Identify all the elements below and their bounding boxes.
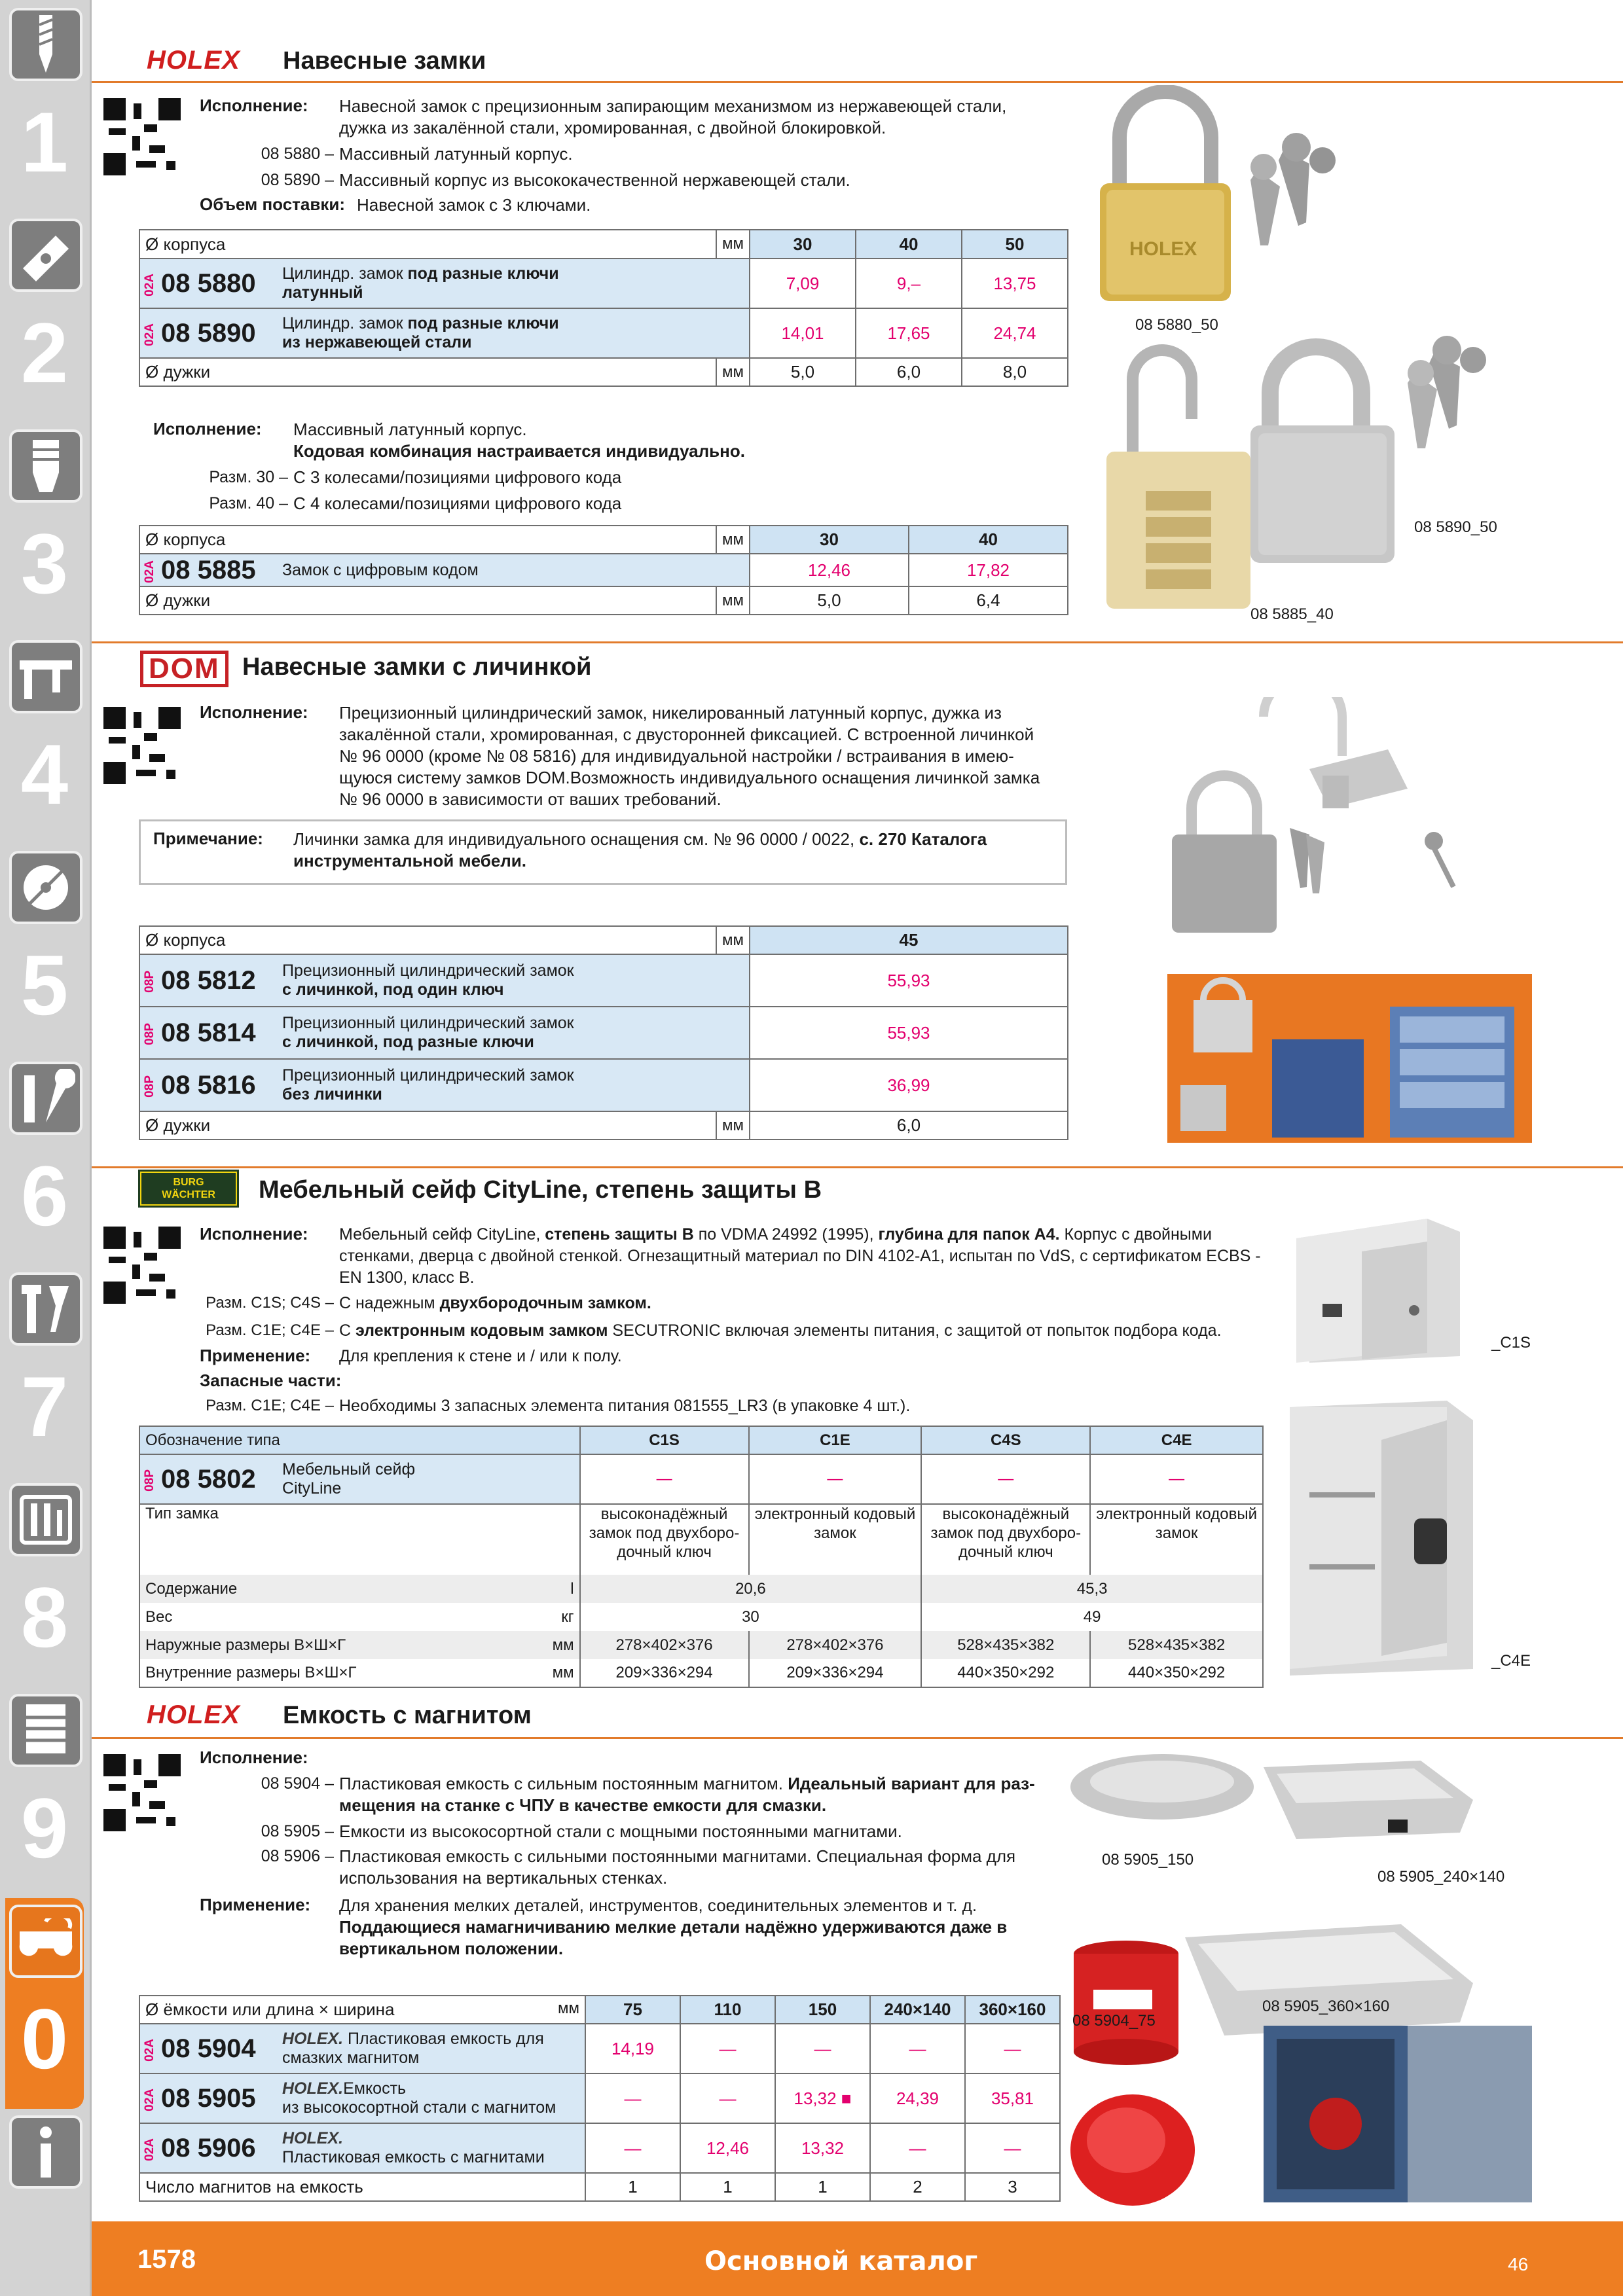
image-caption: 08 5905_240×140	[1377, 1868, 1505, 1886]
price-table-combo	[139, 525, 1068, 615]
row-desc: Прецизионный цилиндрический замок	[282, 1066, 574, 1085]
grinding-disc-icon	[9, 851, 82, 924]
weight-value: 49	[921, 1603, 1263, 1631]
tag: 08P	[143, 1075, 156, 1098]
chapter-tab-8[interactable]: 8	[5, 1477, 84, 1687]
row-desc: Пластиковая емкость с магнитами	[282, 2148, 545, 2166]
price: 13,75	[962, 259, 1068, 308]
price: —	[965, 2123, 1060, 2173]
price: 13,32 ■	[775, 2073, 870, 2123]
tag: 02A	[143, 323, 156, 346]
wrench-icon	[9, 1062, 82, 1135]
section-divider	[92, 1737, 1623, 1739]
safe-c4e-image	[1283, 1394, 1480, 1682]
row-desc-bold: с личинкой, под один ключ	[282, 980, 504, 999]
variant-text	[339, 1773, 1035, 1795]
price: —	[580, 1454, 749, 1504]
tool-cabinet-icon	[9, 1694, 82, 1767]
price: 17,82	[909, 554, 1068, 586]
table-row[interactable]	[139, 1454, 1263, 1504]
screwdriver-set-icon	[9, 1483, 82, 1556]
variant-text: Массивный латунный корпус.	[339, 144, 573, 164]
size-header: 45	[750, 926, 1068, 954]
chapter-tab-info[interactable]	[5, 2109, 84, 2296]
page-number: 1578	[137, 2245, 196, 2274]
inner-size: 440×350×292	[1090, 1659, 1263, 1687]
table-row[interactable]	[139, 954, 1068, 1007]
logo-line: WÄCHTER	[162, 1189, 215, 1200]
article-code: 08 5885	[161, 555, 256, 584]
price: 24,74	[962, 308, 1068, 358]
variant-part-bold: электронным кодовым замком	[356, 1321, 608, 1340]
spec-line: Прецизионный цилиндрический замок, никелированный латунный корпус, дужка из	[339, 703, 1002, 723]
shackle-value: 5,0	[750, 586, 909, 615]
safe-c1s-image	[1283, 1212, 1473, 1369]
outer-size-label: Наружные размеры В×Ш×Г	[145, 1636, 346, 1654]
row-desc: Цилиндр. замок	[282, 264, 408, 283]
tool-cabinet-photo	[1167, 974, 1532, 1143]
unit: мм	[552, 1636, 574, 1654]
section-divider	[92, 1166, 1623, 1168]
price: —	[965, 2024, 1060, 2073]
holex-logo: HOLEX	[147, 1700, 240, 1729]
unit: l	[570, 1579, 574, 1598]
section-title-padlocks: Навесные замки	[283, 47, 486, 75]
holex-logo: HOLEX	[147, 46, 240, 75]
holex-logo-small: HOLEX.	[282, 2129, 344, 2147]
table-row[interactable]	[139, 554, 1068, 586]
size-header: 40	[856, 230, 962, 259]
spec-text-bold: глубина для папок A4.	[878, 1225, 1060, 1244]
spec-line: № 96 0000 в зависимости от ваших требований.	[339, 789, 721, 809]
qr-code-icon[interactable]	[103, 98, 181, 175]
body-diameter-label: Ø корпуса	[145, 234, 226, 254]
footer-title: Основной каталог	[704, 2246, 978, 2276]
row-desc-bold: под разные ключи	[407, 264, 559, 283]
lock-type: электронный кодовый	[1096, 1505, 1257, 1523]
image-caption: _C4E	[1491, 1652, 1531, 1670]
unit: мм	[722, 235, 744, 253]
image-caption: _C1S	[1491, 1334, 1531, 1352]
variant-text	[339, 1320, 1222, 1342]
size-header: 40	[909, 526, 1068, 554]
lock-type: замок под двухборо-	[589, 1524, 740, 1542]
spec-text-bold: степень защиты B	[545, 1225, 694, 1244]
tool-holder-icon	[9, 429, 82, 503]
lock-type: замок под двухборо-	[930, 1524, 1082, 1542]
variant-part-bold: Идеальный вариант для раз-	[788, 1774, 1035, 1793]
price: 7,09	[750, 259, 856, 308]
variant-text: Массивный корпус из высококачественной нержавеющей стали.	[339, 170, 850, 190]
inner-size: 209×336×294	[580, 1659, 749, 1687]
inner-size-label: Внутренние размеры В×Ш×Г	[145, 1664, 357, 1681]
chapter-sidebar	[0, 0, 92, 2296]
table-row[interactable]	[139, 259, 1068, 308]
use-text-bold: вертикальном положении.	[339, 1939, 564, 1958]
machine-tool-photo	[1264, 2026, 1532, 2202]
variant-code: 08 5905 –	[261, 1822, 334, 1840]
variant-text-bold: мещения на станке с ЧПУ в качестве емкости для смазки.	[339, 1795, 827, 1815]
variant-code: 08 5880 –	[261, 145, 334, 163]
outer-size: 528×435×382	[1090, 1631, 1263, 1659]
weight-label: Вес	[145, 1607, 173, 1626]
chapter-tab-1[interactable]: 1	[5, 1, 84, 212]
inner-size: 440×350×292	[921, 1659, 1090, 1687]
unit: мм	[716, 1111, 750, 1139]
type-header: C4S	[921, 1426, 1090, 1454]
row-desc: из высокосортной стали с магнитом	[282, 2098, 556, 2117]
article-code: 08 5905	[161, 2083, 256, 2113]
price: —	[1090, 1454, 1263, 1504]
row-desc: Прецизионный цилиндрический замок	[282, 1014, 574, 1032]
spec-line	[339, 1224, 1212, 1246]
magnet-count-label: Число магнитов на емкость	[139, 2173, 585, 2201]
spec-label: Исполнение:	[200, 1224, 308, 1244]
variant-text: Емкости из высокосортной стали с мощными постоянными магнитами.	[339, 1821, 902, 1841]
spec-line: стенками, дверца с двойной стенкой. Огнезащитный материал по DIN 4102-A1, испытан по VdS, с сертификатом ECBS -	[339, 1247, 1261, 1265]
unit: кг	[561, 1607, 574, 1626]
row-desc-bold: латунный	[282, 283, 363, 302]
section-title-safe: Мебельный сейф CityLine, степень защиты B	[259, 1176, 822, 1204]
svg-text:HOLEX: HOLEX	[1129, 238, 1197, 260]
qr-code-icon[interactable]	[103, 1754, 181, 1831]
spare-label: Запасные части:	[200, 1371, 342, 1390]
price: 14,19	[585, 2024, 680, 2073]
price: 55,93	[750, 954, 1068, 1007]
spec-label: Исполнение:	[153, 419, 262, 439]
outer-size: 278×402×376	[749, 1631, 922, 1659]
chapter-tab-6[interactable]: 6	[5, 1055, 84, 1266]
image-caption: 08 5880_50	[1135, 316, 1218, 334]
image-caption: 08 5904_75	[1072, 2012, 1156, 2030]
variant-part: Пластиковая емкость с сильным постоянным магнитом.	[339, 1774, 788, 1793]
spec-label: Исполнение:	[200, 96, 308, 115]
price: —	[921, 1454, 1090, 1504]
lock-type: замок	[814, 1524, 856, 1542]
note-text: Личинки замка для индивидуального оснащения см. № 96 0000 / 0022,	[293, 829, 860, 849]
body-diameter-label: Ø корпуса	[139, 526, 716, 554]
spec-line: щуюся систему замков DOM.Возможность индивидуального оснащения личинкой замка	[339, 768, 1040, 787]
chapter-tab-7[interactable]: 7	[5, 1266, 84, 1477]
tag: 02A	[143, 2088, 156, 2111]
price: 12,46	[750, 554, 909, 586]
price: —	[775, 2024, 870, 2073]
variant-text: С 3 колесами/позициями цифрового кода	[293, 467, 622, 487]
unit: мм	[558, 2000, 579, 2017]
chapter-tab-9[interactable]: 9	[5, 1687, 84, 1898]
row-desc: Прецизионный цилиндрический замок	[282, 961, 574, 980]
spec-label: Исполнение:	[200, 1748, 308, 1767]
body-diameter-label: Ø корпуса	[139, 926, 716, 954]
lock-type: замок	[1155, 1524, 1198, 1542]
price: —	[585, 2123, 680, 2173]
spec-text: Корпус с двойными	[1059, 1225, 1212, 1244]
chapter-tab-5[interactable]: 5	[5, 844, 84, 1055]
variant-part: SECUTRONIC включая элементы питания, с защитой от попыток подбора кода.	[608, 1321, 1222, 1340]
spec-line: закалённой стали, хромированная, с двусторонней фиксацией. С встроенной личинкой	[339, 725, 1034, 744]
size-header: 150	[775, 1996, 870, 2024]
spec-line-bold: Кодовая комбинация настраивается индивидуально.	[293, 441, 745, 461]
tag: 02A	[143, 2038, 156, 2062]
unit: мм	[716, 586, 750, 615]
price-table-safe	[139, 1426, 1264, 1688]
holex-logo-small: HOLEX.	[282, 2030, 344, 2048]
shackle-value: 6,4	[909, 586, 1068, 615]
magnet-count: 2	[870, 2173, 965, 2201]
variant-part: С надежным	[339, 1294, 440, 1312]
price: —	[680, 2073, 775, 2123]
chapter-tab-2[interactable]: 2	[5, 212, 84, 423]
price: 14,01	[750, 308, 856, 358]
shackle-label: Ø дужки	[139, 358, 716, 386]
variant-code: Разм. C1E; C4E –	[206, 1321, 334, 1339]
content-value: 20,6	[580, 1575, 922, 1603]
chapter-tab-0[interactable]: 0	[5, 1898, 84, 2109]
variant-text: использования на вертикальных стенках.	[339, 1868, 668, 1888]
size-header: 75	[585, 1996, 680, 2024]
unit: мм	[716, 526, 750, 554]
caliper-icon	[9, 640, 82, 713]
logo-line: BURG	[173, 1177, 204, 1188]
image-caption: 08 5905_150	[1102, 1851, 1194, 1869]
spec-text: по VDMA 24992 (1995),	[693, 1225, 879, 1244]
variant-code: Разм. 40 –	[209, 494, 288, 512]
lock-type: электронный кодовый	[754, 1505, 916, 1523]
size-header: 360×160	[965, 1996, 1060, 2024]
shackle-value: 8,0	[962, 358, 1068, 386]
article-code: 08 5812	[161, 965, 256, 995]
content-label: Содержание	[145, 1579, 238, 1598]
magnet-count: 1	[585, 2173, 680, 2201]
note-text-bold: с. 270 Каталога	[859, 829, 987, 849]
image-caption: 08 5890_50	[1414, 518, 1497, 536]
table-row[interactable]	[139, 2024, 1060, 2073]
padlock-combo-and-steel-image	[1106, 321, 1512, 609]
price-table-dom	[139, 925, 1068, 1140]
price: 55,93	[750, 1007, 1068, 1059]
article-code: 08 5906	[161, 2133, 256, 2162]
variant-text: Пластиковая емкость с сильными постоянными магнитами. Специальная форма для	[339, 1846, 1016, 1866]
content-value: 45,3	[921, 1575, 1263, 1603]
unit: мм	[716, 926, 750, 954]
drill-bit-icon	[9, 8, 82, 81]
row-desc: Емкость	[343, 2079, 407, 2098]
padlock-brass-image	[1087, 85, 1362, 321]
row-desc: Пластиковая емкость для	[343, 2030, 544, 2048]
size-label: Ø ёмкости или длина × ширина	[145, 2000, 395, 2019]
type-header: C4E	[1090, 1426, 1263, 1454]
section-title-dom: Навесные замки с личинкой	[242, 653, 592, 681]
outer-size: 528×435×382	[921, 1631, 1090, 1659]
variant-code: 08 5904 –	[261, 1774, 334, 1793]
milling-insert-icon	[9, 219, 82, 292]
variant-part-bold: двухбородочным замком.	[439, 1294, 651, 1312]
price: —	[680, 2024, 775, 2073]
row-desc: Цилиндр. замок	[282, 314, 408, 332]
shackle-value: 6,0	[750, 1111, 1068, 1139]
lock-type-label: Тип замка	[139, 1504, 580, 1575]
table-row[interactable]	[139, 2073, 1060, 2123]
row-desc-bold: без личинки	[282, 1085, 382, 1103]
spec-line: дужка из закалённой стали, хромированная, с двойной блокировкой.	[339, 118, 886, 137]
price: 24,39	[870, 2073, 965, 2123]
spec-label: Исполнение:	[200, 702, 308, 722]
price: 35,81	[965, 2073, 1060, 2123]
variant-code: Разм. C1S; C4S –	[206, 1294, 334, 1312]
unit: мм	[716, 358, 750, 386]
lock-type: дочный ключ	[617, 1543, 712, 1561]
price: —	[749, 1454, 922, 1504]
article-code: 08 5890	[161, 318, 256, 348]
chapter-tab-4[interactable]: 4	[5, 634, 84, 844]
table-row[interactable]	[139, 308, 1068, 358]
section-divider	[92, 641, 1623, 643]
size-header: 30	[750, 230, 856, 259]
section-divider	[92, 81, 1623, 83]
lock-type: высоконадёжный	[942, 1505, 1070, 1523]
holex-logo-small: HOLEX.	[282, 2079, 344, 2098]
sheet-number: 46	[1508, 2254, 1529, 2274]
shackle-value: 5,0	[750, 358, 856, 386]
variant-text: С 4 колесами/позициями цифрового кода	[293, 493, 622, 513]
type-header: C1S	[580, 1426, 749, 1454]
note-line-bold: инструментальной мебели.	[293, 851, 527, 870]
price-table-magnet	[139, 1995, 1061, 2202]
price: 17,65	[856, 308, 962, 358]
delivery-text: Навесной замок с 3 ключами.	[357, 195, 591, 215]
tag: 08P	[143, 1469, 156, 1492]
use-text: Для хранения мелких деталей, инструментов, соединительных элементов и т. д.	[339, 1895, 977, 1915]
dom-logo: DOM	[140, 651, 228, 687]
table-row[interactable]	[139, 1007, 1068, 1059]
article-code: 08 5802	[161, 1464, 256, 1494]
dom-padlocks-image	[1159, 697, 1552, 959]
delivery-label: Объем поставки:	[200, 194, 346, 214]
shackle-value: 6,0	[856, 358, 962, 386]
spare-text: Необходимы 3 запасных элемента питания 081555_LR3 (в упаковке 4 шт.).	[339, 1397, 911, 1415]
price-table-padlocks	[139, 229, 1068, 387]
image-caption: 08 5905_360×160	[1262, 1998, 1390, 2015]
article-code: 08 5816	[161, 1070, 256, 1100]
pliers-icon	[9, 1272, 82, 1346]
size-header: 240×140	[870, 1996, 965, 2024]
variant-code: 08 5890 –	[261, 171, 334, 189]
article-code: 08 5814	[161, 1018, 256, 1047]
lock-type: высоконадёжный	[600, 1505, 728, 1523]
row-desc: CityLine	[282, 1479, 342, 1498]
info-icon	[9, 2115, 82, 2189]
use-label: Применение:	[200, 1895, 311, 1914]
spec-line: Навесной замок с прецизионным запирающим механизмом из нержавеющей стали,	[339, 96, 1007, 116]
section-title-magnet: Емкость с магнитом	[283, 1702, 532, 1729]
tag: 08P	[143, 971, 156, 993]
size-header: 110	[680, 1996, 775, 2024]
use-text-bold: Поддающиеся намагничиванию мелкие детали надёжно удерживаются даже в	[339, 1917, 1008, 1937]
price: —	[870, 2024, 965, 2073]
magnet-count: 1	[775, 2173, 870, 2201]
chapter-tab-3[interactable]: 3	[5, 423, 84, 634]
price: 9,–	[856, 259, 962, 308]
unit: мм	[552, 1664, 574, 1681]
size-header: 50	[962, 230, 1068, 259]
use-text: Для крепления к стене и / или к полу.	[339, 1347, 622, 1365]
variant-code: Разм. 30 –	[209, 468, 288, 486]
burg-waechter-logo	[140, 1172, 237, 1206]
variant-part: С	[339, 1321, 356, 1340]
shackle-label: Ø дужки	[139, 586, 716, 615]
tag: 08P	[143, 1023, 156, 1045]
row-desc: Замок с цифровым кодом	[277, 554, 750, 586]
image-caption: 08 5885_40	[1250, 605, 1334, 623]
inner-size: 209×336×294	[749, 1659, 922, 1687]
size-header: 30	[750, 526, 909, 554]
weight-value: 30	[580, 1603, 922, 1631]
tag: 02A	[143, 560, 156, 583]
spec-text: Мебельный сейф CityLine,	[339, 1225, 545, 1244]
table-row[interactable]	[139, 1059, 1068, 1111]
row-desc-bold: с личинкой, под разные ключи	[282, 1033, 534, 1051]
price: 12,46	[680, 2123, 775, 2173]
qr-code-icon[interactable]	[103, 1227, 181, 1304]
price: 36,99	[750, 1059, 1068, 1111]
note-label: Примечание:	[153, 829, 263, 848]
table-row[interactable]	[139, 2123, 1060, 2173]
variant-code: Разм. C1E; C4E –	[206, 1397, 334, 1414]
article-code: 08 5880	[161, 268, 256, 298]
magnet-count: 1	[680, 2173, 775, 2201]
tag: 02A	[143, 273, 156, 296]
tag: 02A	[143, 2138, 156, 2161]
row-desc: смазких магнитом	[282, 2049, 420, 2067]
variant-code: 08 5906 –	[261, 1847, 334, 1865]
safety-glasses-icon	[9, 1905, 82, 1978]
price: —	[870, 2123, 965, 2173]
variant-text	[339, 1293, 651, 1314]
shackle-label: Ø дужки	[139, 1111, 716, 1139]
note-line	[293, 829, 987, 850]
row-desc-bold: под разные ключи	[407, 314, 559, 332]
spec-line: Массивный латунный корпус.	[293, 420, 527, 439]
spec-line: EN 1300, класс B.	[339, 1268, 475, 1287]
row-desc: Мебельный сейф	[282, 1460, 416, 1479]
spec-line: № 96 0000 (кроме № 08 5816) для индивидуальной настройки / встраивания в имею-	[339, 746, 1014, 766]
price: 13,32	[775, 2123, 870, 2173]
page-footer	[92, 2221, 1623, 2296]
qr-code-icon[interactable]	[103, 707, 181, 784]
use-label: Применение:	[200, 1346, 311, 1365]
article-code: 08 5904	[161, 2034, 256, 2063]
outer-size: 278×402×376	[580, 1631, 749, 1659]
type-label: Обозначение типа	[139, 1426, 580, 1454]
lock-type: дочный ключ	[958, 1543, 1053, 1561]
row-desc-bold: из нержавеющей стали	[282, 333, 472, 351]
type-header: C1E	[749, 1426, 922, 1454]
price: —	[585, 2073, 680, 2123]
magnet-count: 3	[965, 2173, 1060, 2201]
